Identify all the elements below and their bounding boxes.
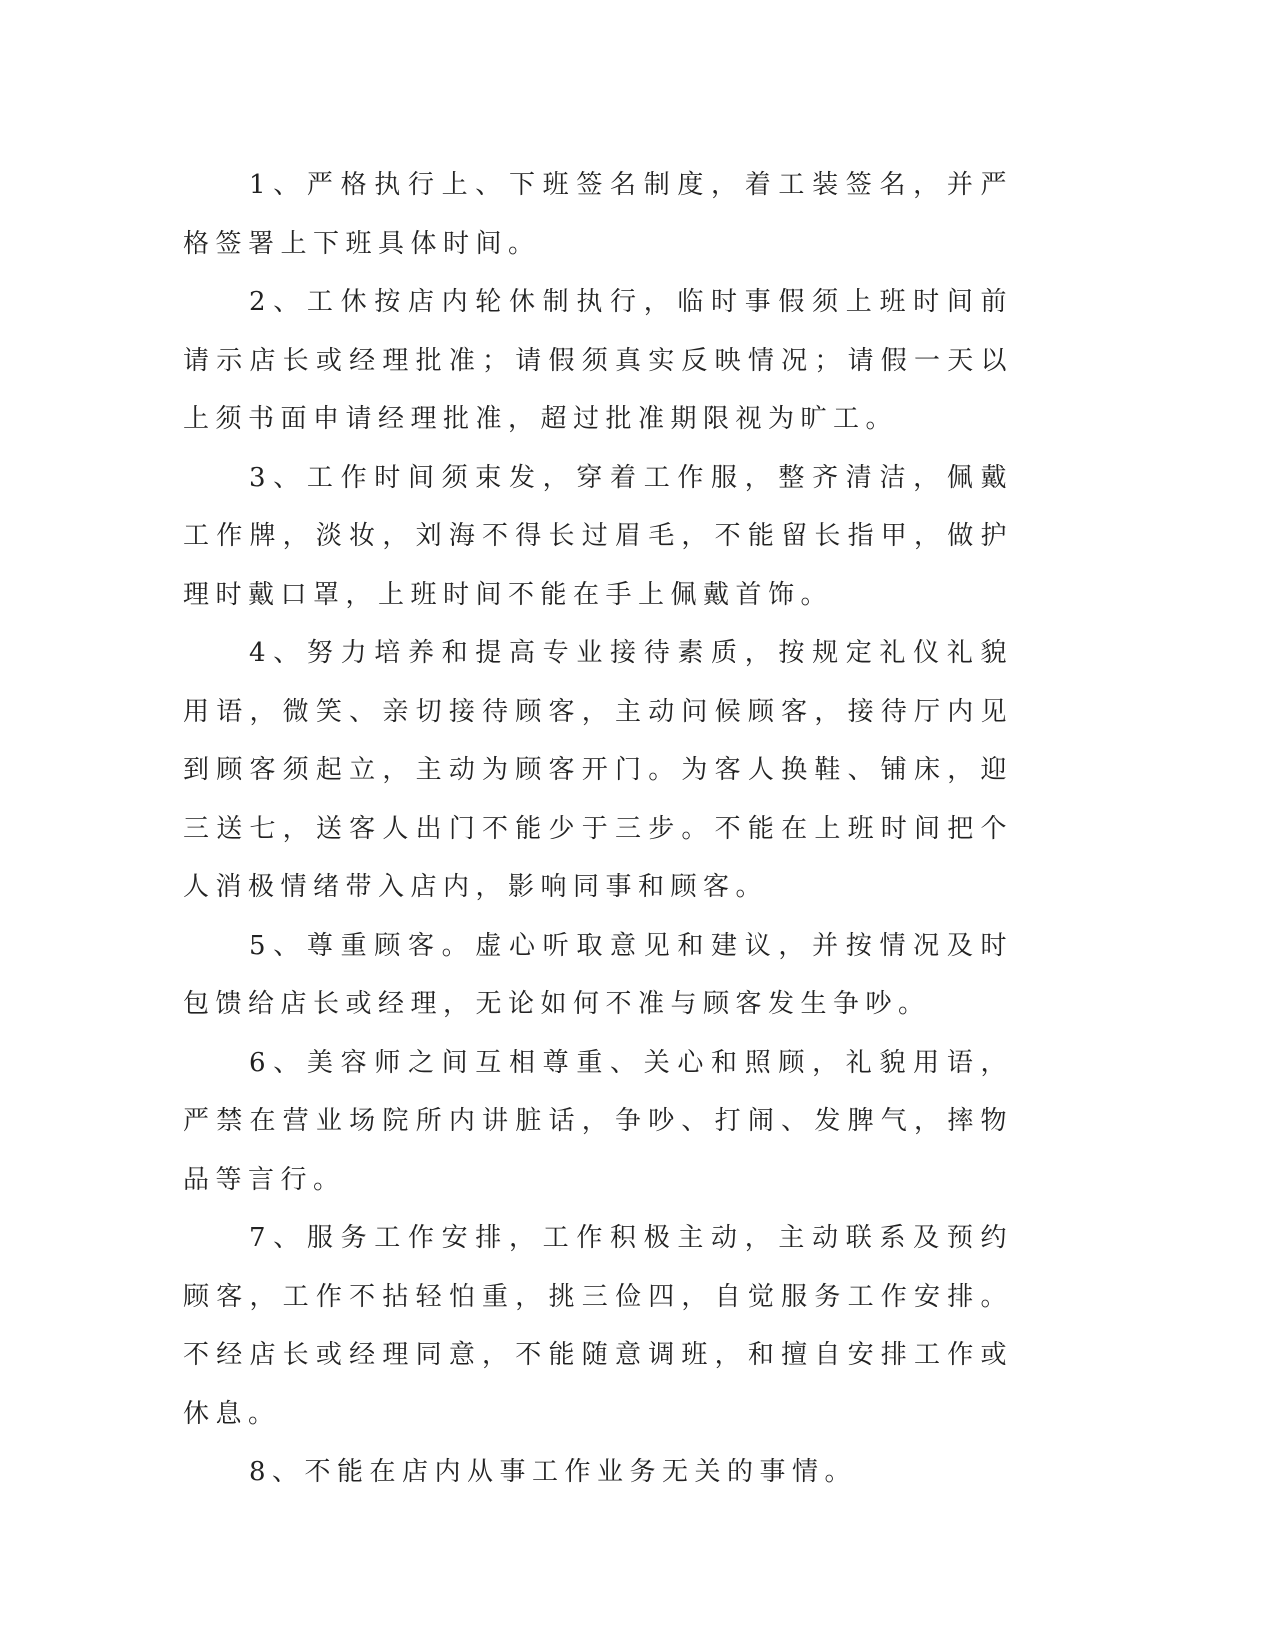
rule-paragraph-7: 7、服务工作安排，工作积极主动，主动联系及预约顾客，工作不拈轻怕重，挑三俭四，自觉服务工作安排。不经店长或经理同意，不能随意调班，和擅自安排工作或休息。 — [183, 1223, 1013, 1429]
rule-paragraph-1: 1、严格执行上、下班签名制度，着工装签名，并严格签署上下班具体时间。 — [183, 170, 1013, 259]
document-body — [183, 156, 1013, 1502]
rule-paragraph-3: 3、工作时间须束发，穿着工作服，整齐清洁，佩戴工作牌，淡妆，刘海不得长过眉毛，不能留长指甲，做护理时戴口罩，上班时间不能在手上佩戴首饰。 — [183, 462, 1013, 610]
rule-paragraph-5: 5、尊重顾客。虚心听取意见和建议，并按情况及时包馈给店长或经理，无论如何不准与顾客发生争吵。 — [183, 930, 1013, 1019]
rule-paragraph-8: 8、不能在店内从事工作业务无关的事情。 — [249, 1457, 858, 1487]
rule-paragraph-4: 4、努力培养和提高专业接待素质，按规定礼仪礼貌用语，微笑、亲切接待顾客，主动问候顾客，接待厅内见到顾客须起立，主动为顾客开门。为客人换鞋、铺床，迎三送七，送客人出门不能少于三步。不能在上班时间把个人消极情绪带入店内，影响同事和顾客。 — [183, 638, 1013, 902]
rule-paragraph-2: 2、工休按店内轮休制执行，临时事假须上班时间前请示店长或经理批准；请假须真实反映情况；请假一天以上须书面申请经理批准，超过批准期限视为旷工。 — [183, 287, 1013, 434]
rule-paragraph-6: 6、美容师之间互相尊重、关心和照顾，礼貌用语，严禁在营业场院所内讲脏话，争吵、打闹、发脾气，摔物品等言行。 — [183, 1047, 1013, 1195]
